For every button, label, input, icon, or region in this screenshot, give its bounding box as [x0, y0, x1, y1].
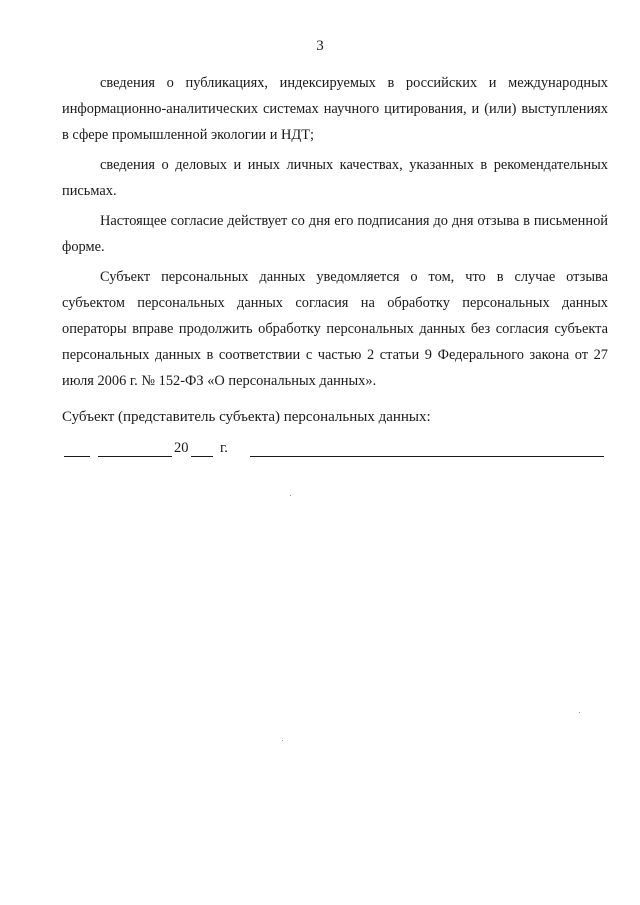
scan-speck: [579, 712, 580, 713]
signature-blank: [250, 438, 604, 457]
scan-speck: [282, 740, 283, 741]
day-blank: [64, 438, 90, 457]
month-blank: [98, 438, 172, 457]
year-blank: [191, 438, 213, 457]
year-prefix: 20: [174, 440, 189, 456]
paragraph-business-qualities: сведения о деловых и иных личных качествах, указанных в рекомендательных письмах.: [62, 157, 608, 199]
year-suffix: г.: [220, 440, 228, 456]
page-number: 3: [316, 38, 324, 54]
subject-label: Субъект (представитель субъекта) персональных данных:: [62, 409, 431, 425]
paragraph-consent-validity: Настоящее согласие действует со дня его подписания до дня отзыва в письменной форме.: [62, 213, 608, 255]
paragraph-withdrawal-notice: Субъект персональных данных уведомляется о том, что в случае отзыва субъектом персональных данных согласия на обработку персональных данных операторы вправе продолжить обработку персональных данных без согласия субъекта персональных данных в соответствии с частью 2 статьи 9 Федерального закона от 27 июля 2006 г. № 152-ФЗ «О персональных данных».: [62, 269, 608, 389]
document-body: [62, 70, 608, 398]
paragraph-publications: сведения о публикациях, индексируемых в российских и международных информационно-аналитических системах научного цитирования, и (или) выступлениях в сфере промышленной экологии и НДТ;: [62, 75, 608, 143]
date-signature-line: [62, 438, 608, 460]
scan-speck: [290, 495, 291, 496]
